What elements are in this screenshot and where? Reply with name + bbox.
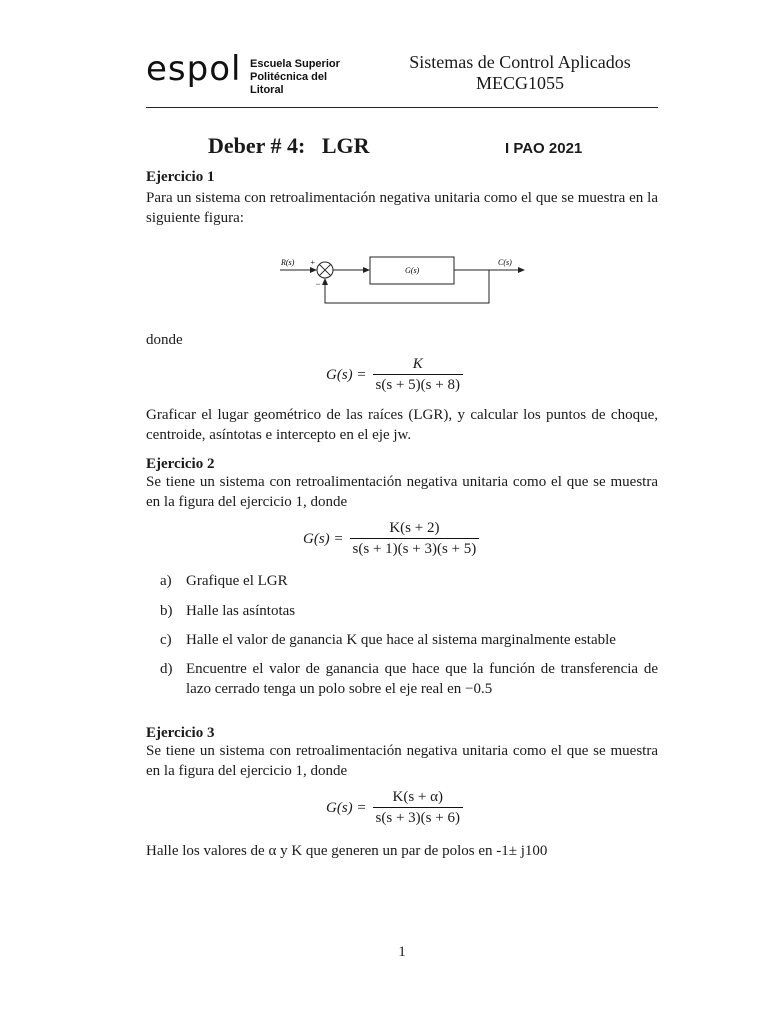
input-label: R(s) bbox=[281, 258, 295, 267]
ex3-eq-numerator: K(s + α) bbox=[392, 789, 443, 805]
ex1-heading: Ejercicio 1 bbox=[146, 169, 215, 185]
ex2-item-c-text: Halle el valor de ganancia K que hace al sistema marginalmente estable bbox=[186, 632, 616, 648]
minus-sign: − bbox=[315, 279, 322, 289]
ex2-intro: Se tiene un sistema con retroalimentación negativa unitaria como el que se muestra en la figura del ejercicio 1, donde bbox=[146, 474, 658, 510]
ex2-item-b bbox=[160, 601, 658, 621]
output-label: C(s) bbox=[498, 258, 512, 267]
plant-label: G(s) bbox=[405, 266, 420, 275]
ex1-where: donde bbox=[146, 332, 183, 348]
ex1-equation bbox=[326, 356, 463, 394]
ex3-equation bbox=[326, 789, 463, 827]
plus-sign: + bbox=[310, 258, 316, 267]
ex2-item-d bbox=[160, 659, 658, 699]
ex3-eq-lhs: G(s) = bbox=[326, 799, 367, 816]
course-info bbox=[370, 52, 670, 94]
logo-line-2: Politécnica del Litoral bbox=[250, 71, 328, 96]
ex2-item-d-text: Encuentre el valor de ganancia que hace que la función de transferencia de lazo cerrado tenga un polo sobre el eje real en −0.5 bbox=[186, 661, 658, 697]
ex2-eq-numerator: K(s + 2) bbox=[389, 520, 440, 536]
ex2-item-d-label: d) bbox=[160, 661, 173, 677]
ex2-heading: Ejercicio 2 bbox=[146, 456, 215, 472]
ex3-intro: Se tiene un sistema con retroalimentación negativa unitaria como el que se muestra en la figura del ejercicio 1, donde bbox=[146, 743, 658, 779]
ex2-item-a-text: Grafique el LGR bbox=[186, 573, 288, 589]
logo-line-1: Escuela Superior bbox=[250, 58, 340, 70]
ex3-heading: Ejercicio 3 bbox=[146, 725, 215, 741]
header-divider bbox=[146, 107, 658, 108]
ex3-eq-fraction bbox=[373, 789, 463, 827]
ex2-item-c-label: c) bbox=[160, 632, 172, 648]
ex2-item-b-label: b) bbox=[160, 603, 173, 619]
ex1-eq-numerator: K bbox=[412, 356, 423, 372]
ex1-eq-denominator: s(s + 5)(s + 8) bbox=[373, 374, 463, 394]
academic-period: I PAO 2021 bbox=[505, 140, 583, 157]
ex2-item-c bbox=[160, 630, 658, 650]
ex3-task: Halle los valores de α y K que generen un par de polos en -1± j100 bbox=[146, 843, 548, 859]
ex2-item-b-text: Halle las asíntotas bbox=[186, 603, 296, 619]
ex2-item-a bbox=[160, 571, 658, 591]
course-code: MECG1055 bbox=[475, 73, 564, 93]
ex2-eq-denominator: s(s + 1)(s + 3)(s + 5) bbox=[350, 538, 480, 558]
page-title: Deber # 4: LGR bbox=[208, 133, 370, 158]
ex2-eq-lhs: G(s) = bbox=[303, 530, 344, 547]
ex3-eq-denominator: s(s + 3)(s + 6) bbox=[373, 807, 463, 827]
block-diagram bbox=[276, 245, 526, 309]
course-name: Sistemas de Control Aplicados bbox=[409, 52, 631, 72]
page-number: 1 bbox=[398, 944, 406, 960]
logo-institution-name bbox=[250, 58, 361, 97]
ex1-intro: Para un sistema con retroalimentación negativa unitaria como el que se muestra en la siguiente figura: bbox=[146, 190, 658, 226]
ex2-eq-fraction bbox=[350, 520, 480, 558]
ex1-eq-fraction bbox=[373, 356, 463, 394]
ex2-equation bbox=[303, 520, 479, 558]
espol-logo bbox=[146, 49, 361, 96]
ex1-eq-lhs: G(s) = bbox=[326, 366, 367, 383]
ex2-item-a-label: a) bbox=[160, 573, 172, 589]
ex1-task: Graficar el lugar geométrico de las raíces (LGR), y calcular los puntos de choque, centroide, asíntotas e intercepto en el eje jw. bbox=[146, 407, 658, 443]
logo-wordmark: espol bbox=[146, 49, 242, 89]
